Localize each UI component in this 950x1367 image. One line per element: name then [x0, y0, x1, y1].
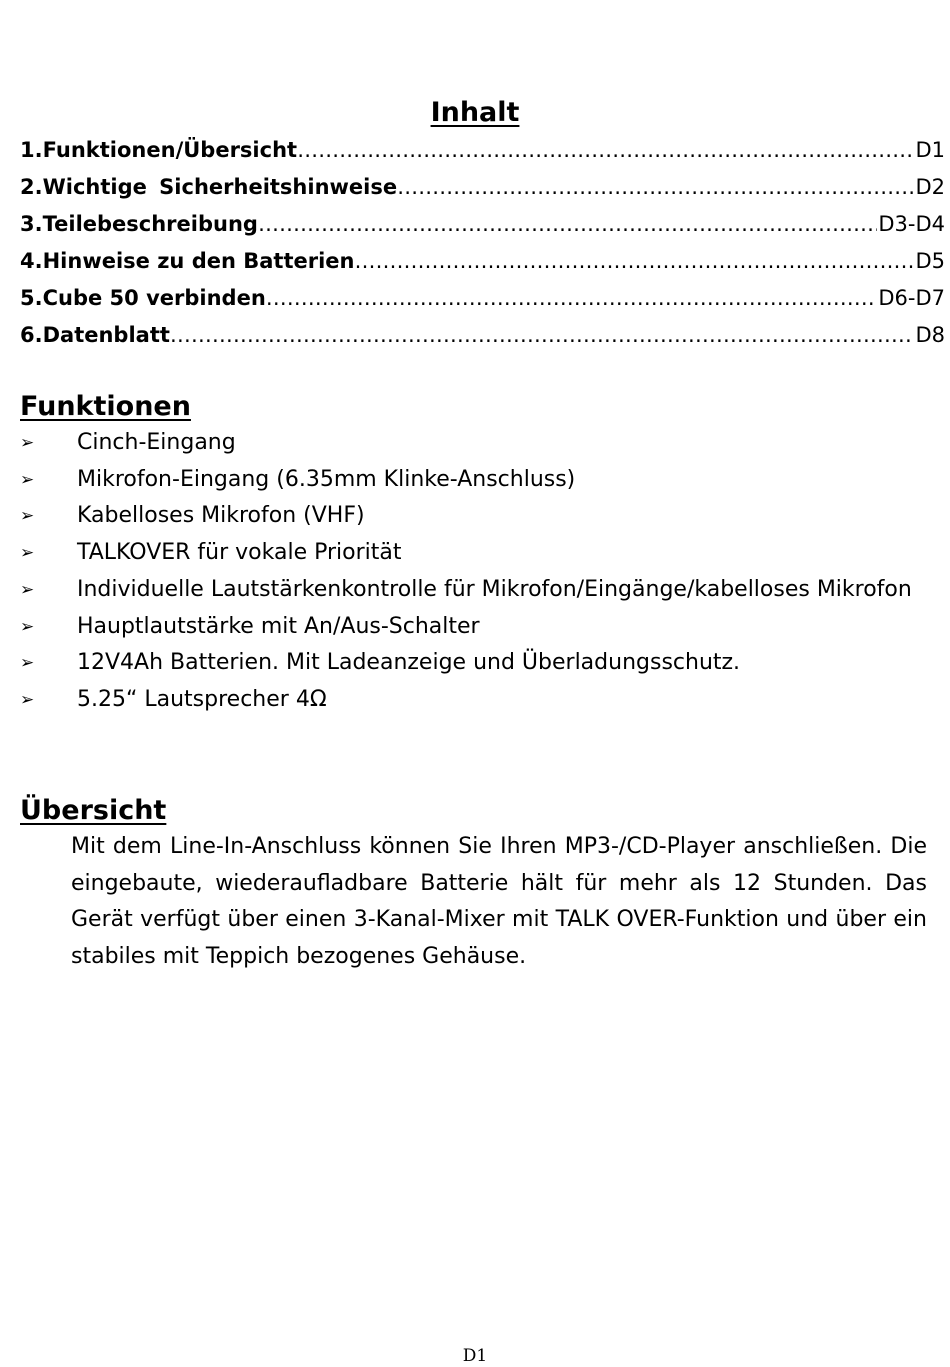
arrowhead-bullet-icon: ➢	[20, 616, 35, 637]
feature-item-text: TALKOVER für vokale Priorität	[77, 540, 402, 566]
toc-entry-number: 5.	[20, 286, 43, 310]
table-of-contents	[20, 132, 945, 354]
toc-entry-6[interactable]	[20, 317, 945, 354]
toc-entry-4[interactable]	[20, 243, 945, 280]
toc-leader-dots	[297, 132, 914, 169]
arrowhead-bullet-icon: ➢	[20, 653, 35, 674]
toc-entry-title: Cube 50 verbinden	[42, 286, 266, 310]
toc-entry-title: Wichtige Sicherheitshinweise	[42, 175, 398, 199]
toc-entry-number: 6.	[20, 323, 43, 347]
feature-item-text: Hauptlautstärke mit An/Aus-Schalter	[77, 613, 480, 639]
feature-item	[20, 609, 927, 646]
arrowhead-bullet-icon: ➢	[20, 469, 35, 490]
overview-paragraph: Mit dem Line-In-Anschluss können Sie Ihren MP3-/CD-Player anschließen. Die eingebaute, wiederaufladbare Batterie hält für mehr als 12 Stunden. Das Gerät verfügt über einen 3-Kanal-Mixer mit TALK OVER-Funktion und über ein stabiles mit Teppich bezogenes Gehäuse.	[71, 834, 927, 970]
toc-leader-dots	[397, 169, 914, 206]
feature-item	[20, 498, 927, 535]
feature-item-text: 5.25“ Lautsprecher 4Ω	[77, 686, 327, 712]
toc-entry-1[interactable]	[20, 132, 945, 169]
toc-entry-2[interactable]	[20, 169, 945, 206]
toc-entry-page: D6-D7	[878, 286, 945, 310]
toc-leader-dots	[258, 206, 877, 243]
toc-entry-page: D8	[915, 323, 945, 347]
arrowhead-bullet-icon: ➢	[20, 433, 35, 453]
feature-item-text: Cinch-Eingang	[77, 430, 236, 455]
toc-entry-title: Hinweise zu den Batterien	[42, 249, 355, 273]
arrowhead-bullet-icon: ➢	[20, 543, 35, 564]
arrowhead-bullet-icon: ➢	[20, 506, 35, 527]
toc-entry-page: D2	[915, 175, 945, 199]
toc-entry-title: Datenblatt	[42, 323, 170, 347]
feature-item	[20, 572, 927, 609]
feature-item-text: Individuelle Lautstärkenkontrolle für Mikrofon/Eingänge/kabelloses Mikrofon	[77, 576, 912, 602]
feature-item	[20, 682, 927, 719]
feature-item	[20, 535, 927, 572]
section-heading-uebersicht: Übersicht	[20, 795, 167, 826]
toc-entry-title: Funktionen/Übersicht	[42, 138, 298, 162]
toc-entry-title: Teilebeschreibung	[42, 212, 258, 236]
toc-entry-number: 1.	[20, 138, 43, 162]
toc-entry-3[interactable]	[20, 206, 945, 243]
feature-item	[20, 645, 927, 682]
feature-item-text: Mikrofon-Eingang (6.35mm Klinke-Anschluss)	[77, 466, 576, 492]
feature-item	[20, 462, 927, 499]
page-title: Inhalt	[430, 97, 520, 128]
toc-entry-page: D5	[915, 249, 945, 273]
toc-entry-page: D1	[915, 138, 945, 162]
feature-item-text: 12V4Ah Batterien. Mit Ladeanzeige und Überladungsschutz.	[77, 650, 741, 676]
toc-entry-number: 4.	[20, 249, 43, 273]
toc-entry-number: 3.	[20, 212, 43, 236]
toc-leader-dots	[170, 317, 915, 354]
arrowhead-bullet-icon: ➢	[20, 579, 35, 600]
feature-item	[20, 425, 927, 462]
toc-leader-dots	[354, 243, 914, 280]
toc-entry-5[interactable]	[20, 280, 945, 317]
toc-leader-dots	[266, 280, 878, 317]
section-heading-funktionen: Funktionen	[20, 391, 191, 422]
arrowhead-bullet-icon: ➢	[20, 689, 35, 710]
toc-entry-page: D3-D4	[878, 212, 945, 236]
toc-entry-number: 2.	[20, 175, 43, 199]
page-number: D1	[462, 1346, 488, 1366]
feature-item-text: Kabelloses Mikrofon (VHF)	[77, 503, 365, 529]
feature-list	[20, 425, 927, 719]
